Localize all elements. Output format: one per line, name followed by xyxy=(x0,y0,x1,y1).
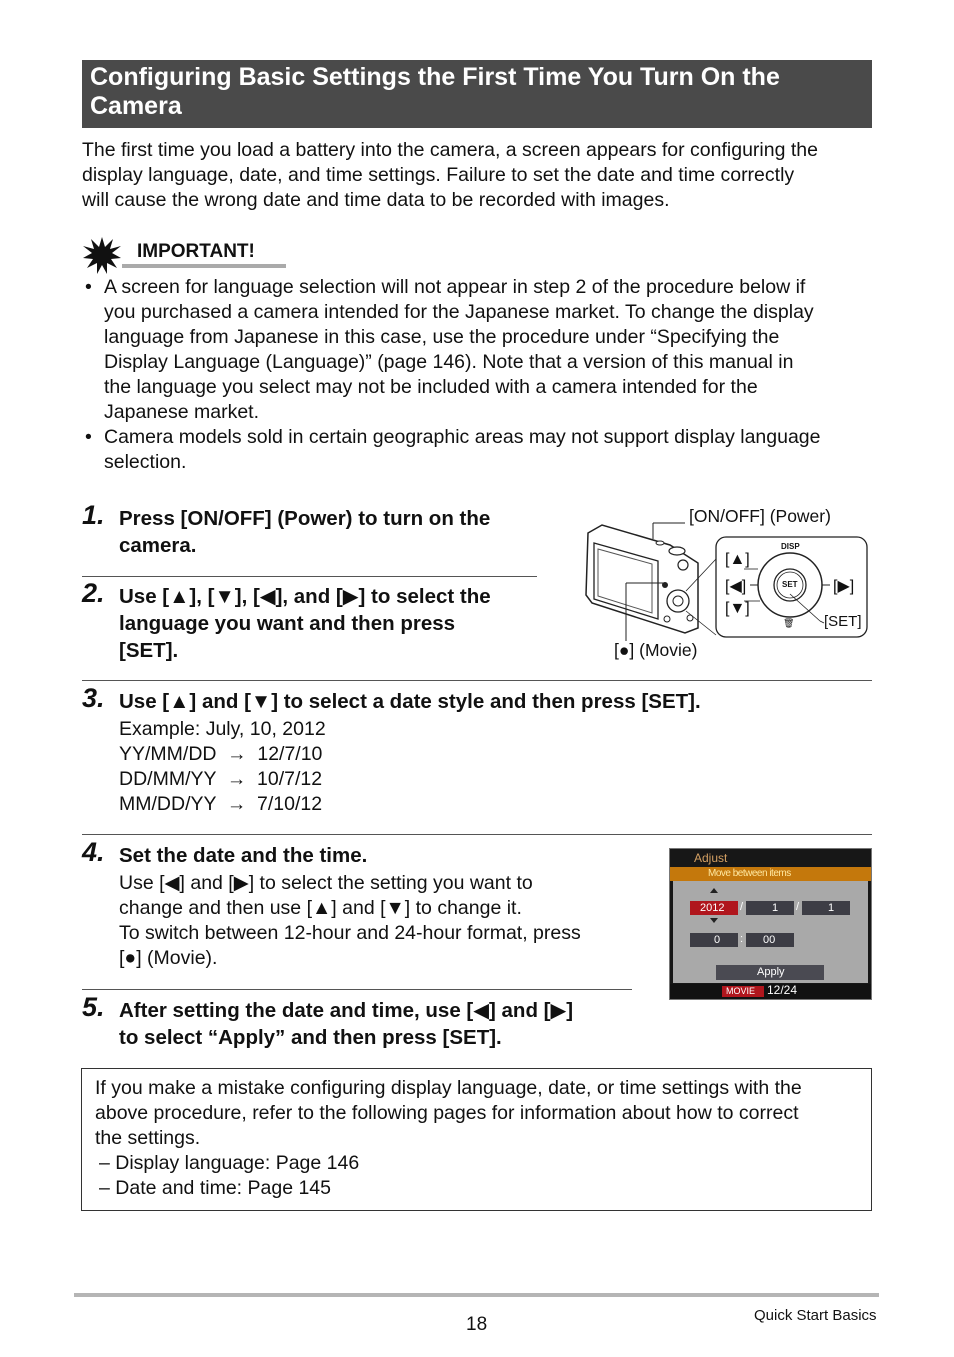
date-format: DD/MM/YY xyxy=(119,768,217,790)
date-value: 12/7/10 xyxy=(257,743,323,765)
lcd-title: Adjust xyxy=(694,851,728,865)
step-heading-line: Set the date and the time. xyxy=(119,844,368,867)
step-heading-line: Use [▲], [▼], [◀], and [▶] to select the xyxy=(119,585,491,608)
lcd-hour: 0 xyxy=(714,934,721,946)
set-button-label: [SET] xyxy=(824,613,862,630)
step-number: 4. xyxy=(82,837,105,867)
bullet-line: the language you select may not be included with a camera intended for the xyxy=(104,376,758,398)
important-heading xyxy=(82,236,287,270)
step-heading-line: to select “Apply” and then press [SET]. xyxy=(119,1026,502,1049)
movie-label: [●] (Movie) xyxy=(614,640,698,660)
list-item xyxy=(82,425,872,475)
step-heading-line: After setting the date and time, use [◀] and [▶] xyxy=(119,999,574,1022)
disp-label: DISP xyxy=(781,542,800,551)
bullet-marker: • xyxy=(85,426,92,448)
step-body-line: [●] (Movie). xyxy=(119,947,218,969)
note-reference: – Date and time: Page 145 xyxy=(99,1177,331,1199)
divider xyxy=(82,576,537,577)
lcd-minute: 00 xyxy=(763,934,776,946)
step-4 xyxy=(82,837,642,977)
step-body xyxy=(119,717,326,817)
left-button-label: [◀] xyxy=(725,578,747,595)
bullet-marker: • xyxy=(85,276,92,298)
page-number: 18 xyxy=(466,1314,488,1335)
step-heading-line: Use [▲] and [▼] to select a date style and then press [SET]. xyxy=(119,690,701,713)
section-name: Quick Start Basics xyxy=(754,1307,877,1324)
step-heading xyxy=(119,997,573,1051)
lcd-day: 1 xyxy=(828,902,835,914)
step-3 xyxy=(82,683,872,823)
trash-icon: 🗑 xyxy=(783,618,795,628)
important-underline xyxy=(122,264,286,268)
arrow-right-icon: → xyxy=(226,768,247,790)
date-example: Example: July, 10, 2012 xyxy=(119,718,326,740)
note-reference: – Display language: Page 146 xyxy=(99,1152,360,1174)
date-format: MM/DD/YY xyxy=(119,793,217,815)
arrow-right-icon: → xyxy=(227,743,247,765)
step-heading-line: Press [ON/OFF] (Power) to turn on the xyxy=(119,507,491,530)
bullet-line: Japanese market. xyxy=(104,401,260,423)
bullet-line: Display Language (Language)” (page 146). Note that a version of this manual in xyxy=(104,351,794,373)
divider xyxy=(82,834,872,835)
lcd-month: 1 xyxy=(772,902,779,914)
page-title-bar xyxy=(82,60,872,128)
note-line: the settings. xyxy=(95,1127,201,1149)
step-number: 5. xyxy=(82,992,105,1022)
arrow-right-icon: → xyxy=(226,793,247,815)
date-format-row xyxy=(119,767,326,792)
important-label: IMPORTANT! xyxy=(137,241,255,262)
lcd-apply-button: Apply xyxy=(757,966,785,978)
lcd-year: 2012 xyxy=(700,902,725,914)
up-button-label: [▲] xyxy=(725,551,750,568)
step-1 xyxy=(82,500,542,565)
lcd-time-separator: : xyxy=(740,933,744,945)
lcd-hour-format: 12/24 xyxy=(767,983,798,997)
bullet-line: language from Japanese in this case, use the procedure under “Specifying the xyxy=(104,326,780,348)
step-number: 2. xyxy=(82,578,105,608)
date-value: 10/7/12 xyxy=(257,768,323,790)
step-5 xyxy=(82,992,642,1057)
lcd-date-separator: / xyxy=(740,901,744,913)
step-heading-line: language you want and then press xyxy=(119,612,456,635)
intro-line: will cause the wrong date and time data to be recorded with images. xyxy=(82,189,670,211)
date-format-row xyxy=(119,742,326,767)
date-value: 7/10/12 xyxy=(257,793,323,815)
note-box xyxy=(81,1068,872,1211)
note-line: If you make a mistake configuring display language, date, or time settings with the xyxy=(95,1077,802,1099)
intro-line: The first time you load a battery into the camera, a screen appears for configuring the xyxy=(82,139,818,161)
step-heading xyxy=(119,505,490,559)
step-number: 1. xyxy=(82,500,105,530)
bullet-line: you purchased a camera intended for the Japanese market. To change the display xyxy=(104,301,814,323)
lcd-date-separator: / xyxy=(796,901,800,913)
right-button-label: [▶] xyxy=(833,578,855,595)
page-title: Configuring Basic Settings the First Time You Turn On the Camera xyxy=(90,63,780,120)
intro-line: display language, date, and time settings. Failure to set the date and time correctly xyxy=(82,164,795,186)
lcd-hint: Move between items xyxy=(708,868,791,879)
divider xyxy=(82,989,632,990)
date-format-row xyxy=(119,792,326,817)
step-body-line: Use [◀] and [▶] to select the setting you want to xyxy=(119,872,533,894)
on-off-label: [ON/OFF] (Power) xyxy=(689,506,831,526)
down-button-label: [▼] xyxy=(725,600,750,617)
bullet-line: A screen for language selection will not appear in step 2 of the procedure below if xyxy=(104,276,806,298)
step-number: 3. xyxy=(82,683,105,713)
divider xyxy=(82,680,872,681)
bullet-line: selection. xyxy=(104,451,187,473)
step-heading-line: camera. xyxy=(119,534,197,557)
lcd-adjust-screen xyxy=(669,848,872,1000)
step-body xyxy=(119,871,581,971)
important-bullets xyxy=(82,275,872,475)
note-line: above procedure, refer to the following pages for information about how to correct xyxy=(95,1102,799,1124)
intro-paragraph xyxy=(82,138,882,213)
step-body-line: To switch between 12-hour and 24-hour format, press xyxy=(119,922,581,944)
step-heading-line: [SET]. xyxy=(119,639,179,662)
set-center-label: SET xyxy=(782,580,798,589)
step-body-line: change and then use [▲] and [▼] to change it. xyxy=(119,897,522,919)
step-heading xyxy=(119,583,491,664)
date-format: YY/MM/DD xyxy=(119,743,217,765)
camera-diagram xyxy=(580,503,872,663)
step-heading xyxy=(119,688,701,715)
starburst-icon xyxy=(82,236,122,276)
list-item xyxy=(82,275,872,425)
lcd-movie-label: MOVIE xyxy=(726,986,756,996)
bullet-line: Camera models sold in certain geographic areas may not support display language xyxy=(104,426,821,448)
step-heading xyxy=(119,842,367,869)
footer-rule xyxy=(74,1293,879,1297)
step-2 xyxy=(82,578,542,668)
